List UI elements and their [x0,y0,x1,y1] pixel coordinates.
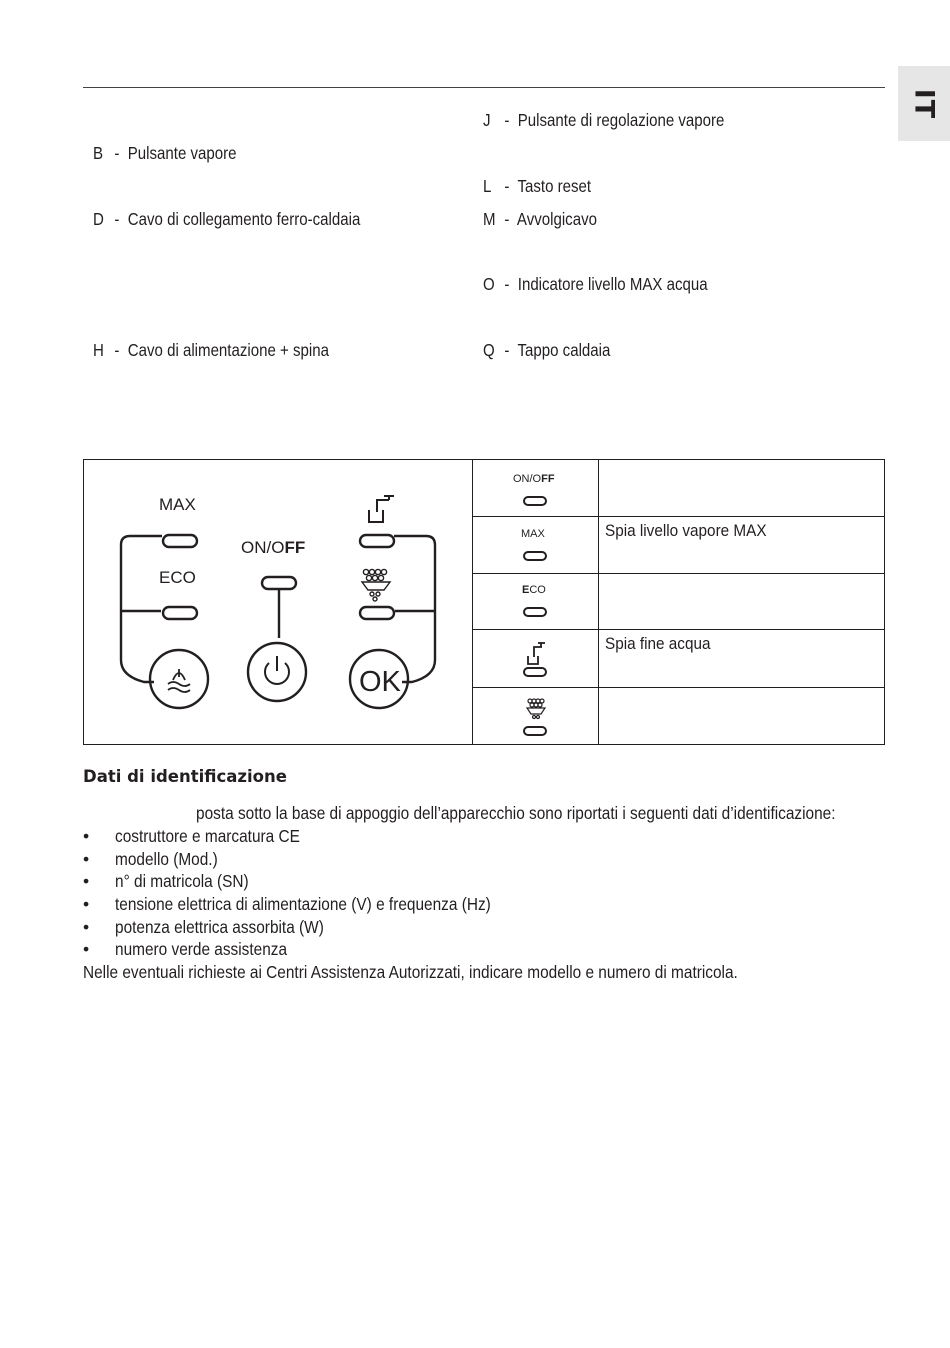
bullet: • [83,826,90,846]
part-label: Tappo caldaia [517,340,611,360]
identification-heading: Dati di identificazione [83,767,287,786]
legend-row-eco [473,574,884,630]
indicator-legend [473,460,884,744]
legend-row-onoff [473,460,884,517]
bullet: • [83,849,90,869]
legend-row-descale [473,688,884,744]
legend-description: Spia fine acqua [605,634,711,653]
legend-water-icon [473,630,599,687]
eco-label: ECO [159,568,196,587]
part-item-q: Q - Tappo caldaia [483,340,611,360]
legend-onoff-text-bold: FF [541,473,555,485]
steam-icon [168,669,190,692]
descale-led [360,607,394,619]
part-label: Cavo di collegamento ferro-caldaia [127,209,361,229]
legend-eco-text-bold: E [522,584,530,596]
bullet: • [83,894,90,914]
list-item-text: tensione elettrica di alimentazione (V) e frequenza (Hz) [115,894,491,914]
legend-onoff-text: ON/O [513,473,542,485]
onoff-label-ff: FF [284,538,306,557]
part-key: D [93,209,104,229]
language-tab-label: IT [908,88,940,119]
list-item-text: potenza elettrica assorbita (W) [115,917,324,937]
legend-row-water [473,630,884,688]
legend-eco-icon [473,574,599,629]
control-panel-illustration [84,460,473,744]
onoff-led [262,577,296,589]
part-key: O [483,274,495,294]
legend-max-text: MAX [521,528,545,540]
control-panel-svg [84,460,472,744]
part-label: Indicatore livello MAX acqua [517,274,708,294]
eco-led [163,607,197,619]
list-item-text: costruttore e marcatura CE [115,826,300,846]
part-label: Pulsante vapore [127,143,237,163]
part-key: Q [483,340,495,360]
onoff-label-on: ON/O [241,538,285,557]
list-item-text: numero verde assistenza [115,939,288,959]
part-item-b: B - Pulsante vapore [93,143,237,163]
max-led [163,535,197,547]
descale-icon [362,569,390,601]
part-label: Tasto reset [517,176,592,196]
legend-onoff-icon [473,460,599,516]
identification-intro: posta sotto la base di appoggio dell’apparecchio sono riportati i seguenti dati d’identificazione: [196,803,836,823]
legend-descale-icon [473,688,599,744]
water-led [360,535,394,547]
part-key: B [93,143,104,163]
legend-row-max [473,517,884,574]
control-panel-box [83,459,885,745]
legend-eco-text: CO [529,584,546,596]
part-label: Pulsante di regolazione vapore [517,110,725,130]
steam-button [150,650,208,708]
part-item-d: D - Cavo di collegamento ferro-caldaia [93,209,361,229]
max-label: MAX [159,495,196,514]
part-item-j: J - Pulsante di regolazione vapore [483,110,725,130]
part-key: M [483,209,496,229]
water-tank-icon [369,496,394,522]
part-item-o: O - Indicatore livello MAX acqua [483,274,708,294]
part-item-m: M - Avvolgicavo [483,209,597,229]
language-tab [898,66,950,141]
ok-label: OK [359,666,401,698]
identification-closing: Nelle eventuali richieste ai Centri Assistenza Autorizzati, indicare modello e numero di matricola. [83,962,738,982]
part-label: Avvolgicavo [516,209,597,229]
legend-description: Spia livello vapore MAX [605,521,767,540]
part-key: H [93,340,104,360]
bullet: • [83,939,90,959]
header-rule [83,87,885,88]
part-item-h: H - Cavo di alimentazione + spina [93,340,329,360]
part-item-l: L - Tasto reset [483,176,592,196]
part-key: J [483,110,491,130]
svg-text:ECO [522,584,546,596]
bullet: • [83,917,90,937]
part-key: L [483,176,492,196]
svg-text:ON/OFF [513,473,555,485]
legend-max-icon [473,517,599,573]
list-item-text: modello (Mod.) [115,849,218,869]
onoff-label [241,538,305,557]
list-item-text: n° di matricola (SN) [115,871,249,891]
bullet: • [83,871,90,891]
power-button [248,643,306,701]
part-label: Cavo di alimentazione + spina [127,340,329,360]
